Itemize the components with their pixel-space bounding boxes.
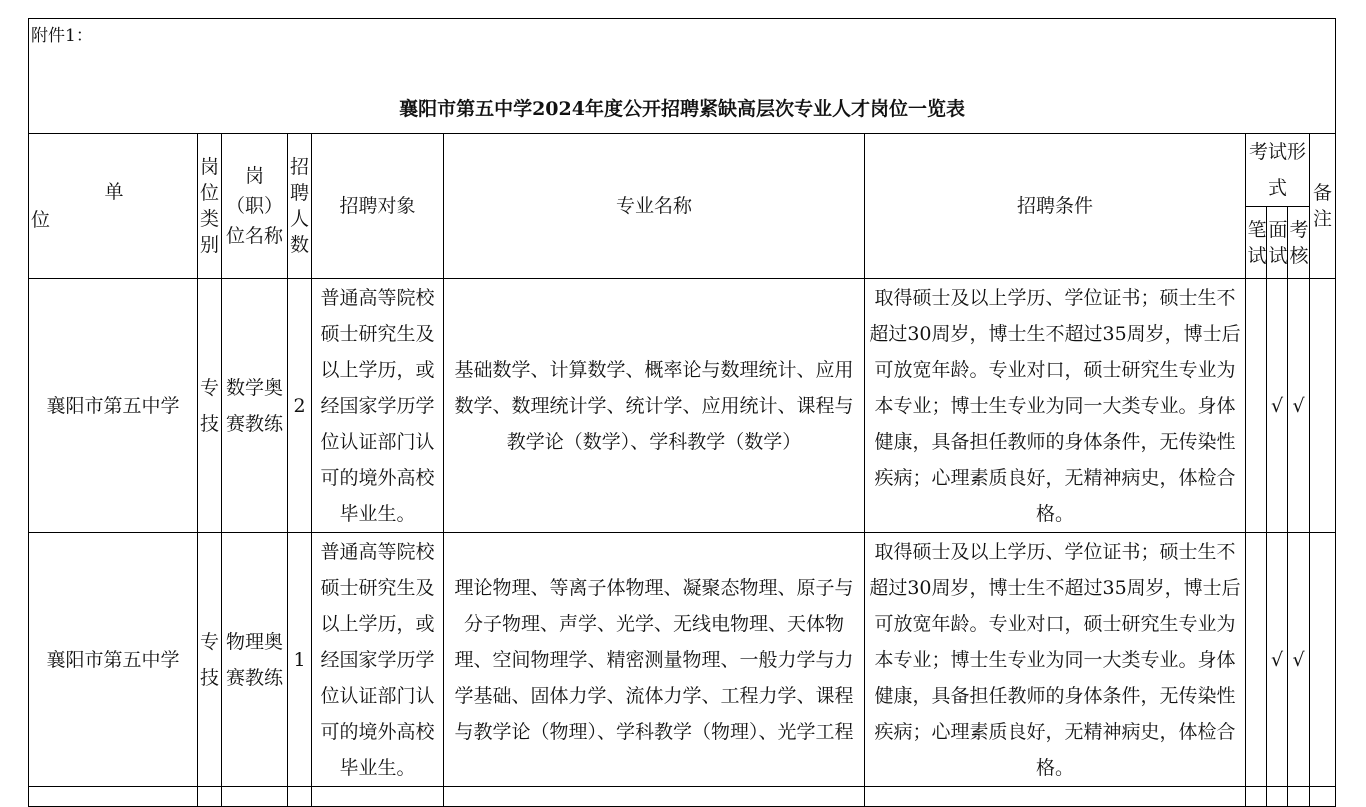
header-assessment-text: 考核 xyxy=(1289,218,1309,267)
cell-empty xyxy=(1246,787,1267,807)
header-target: 招聘对象 xyxy=(312,134,444,279)
table-row xyxy=(29,279,1336,533)
header-post-name-line3: 位名称 xyxy=(225,225,283,247)
cell-conditions: 取得硕士及以上学历、学位证书；硕士生不超过30周岁，博士生不超过35周岁，博士后可放宽年龄。专业对口，硕士研究生专业为本专业；博士生专业为同一大类专业。身体健康，具备担任教师的身体条件，无传染性疾病；心理素质良好，无精神病史，体检合格。 xyxy=(865,279,1246,533)
cell-written xyxy=(1246,279,1267,533)
table-title: 襄阳市第五中学2024年度公开招聘紧缺高层次专业人才岗位一览表 xyxy=(399,98,965,120)
header-conditions: 招聘条件 xyxy=(865,134,1246,279)
cell-post-type xyxy=(198,533,222,787)
cell-empty xyxy=(312,787,444,807)
header-remarks-text: 备注 xyxy=(1313,182,1333,230)
header-post-type xyxy=(198,134,222,279)
cell-written xyxy=(1246,533,1267,787)
header-written xyxy=(1246,207,1267,279)
header-unit-line2: 位 xyxy=(31,209,51,231)
header-unit-line1: 单 xyxy=(104,181,124,203)
cell-empty xyxy=(444,787,865,807)
cell-interview: √ xyxy=(1267,279,1288,533)
cell-empty xyxy=(288,787,312,807)
cell-interview: √ xyxy=(1267,533,1288,787)
cell-remarks xyxy=(1310,533,1336,787)
header-post-name-line2: （职） xyxy=(225,195,283,217)
header-written-text: 笔试 xyxy=(1247,218,1267,267)
cell-post-name: 物理奥赛教练 xyxy=(222,533,288,787)
cell-assessment: √ xyxy=(1288,533,1310,787)
cell-target: 普通高等院校硕士研究生及以上学历，或经国家学历学位认证部门认可的境外高校毕业生。 xyxy=(312,533,444,787)
cell-unit: 襄阳市第五中学 xyxy=(29,533,198,787)
header-post-name-line1: 岗 xyxy=(244,165,264,187)
cell-post-type-text: 专技 xyxy=(199,376,219,435)
header-remarks xyxy=(1310,134,1336,279)
header-interview-text: 面试 xyxy=(1268,218,1288,267)
cell-count: 2 xyxy=(288,279,312,533)
cell-major: 基础数学、计算数学、概率论与数理统计、应用数学、数理统计学、统计学、应用统计、课程与教学论（数学）、学科教学（数学） xyxy=(444,279,865,533)
header-major: 专业名称 xyxy=(444,134,865,279)
header-post-type-text: 岗位类别 xyxy=(199,156,219,256)
cell-empty xyxy=(198,787,222,807)
cell-empty xyxy=(222,787,288,807)
attachment-label: 附件1： xyxy=(31,26,93,46)
cell-post-type-text: 专技 xyxy=(199,630,219,689)
table-row xyxy=(29,787,1336,807)
cell-empty xyxy=(1310,787,1336,807)
cell-assessment: √ xyxy=(1288,279,1310,533)
cell-post-type xyxy=(198,279,222,533)
header-interview xyxy=(1267,207,1288,279)
cell-remarks xyxy=(1310,279,1336,533)
cell-empty xyxy=(865,787,1246,807)
cell-unit: 襄阳市第五中学 xyxy=(29,279,198,533)
header-unit xyxy=(29,134,198,279)
header-count-text: 招聘人数 xyxy=(289,156,309,256)
header-count xyxy=(288,134,312,279)
cell-empty xyxy=(1267,787,1288,807)
cell-count: 1 xyxy=(288,533,312,787)
cell-empty xyxy=(1288,787,1310,807)
cell-major: 理论物理、等离子体物理、凝聚态物理、原子与分子物理、声学、光学、无线电物理、天体物理、空间物理学、精密测量物理、一般力学与力学基础、固体力学、流体力学、工程力学、课程与教学论（物理）、学科教学（物理）、光学工程 xyxy=(444,533,865,787)
header-assessment xyxy=(1288,207,1310,279)
header-exam-form: 考试形式 xyxy=(1246,134,1310,207)
cell-empty xyxy=(29,787,198,807)
cell-target: 普通高等院校硕士研究生及以上学历，或经国家学历学位认证部门认可的境外高校毕业生。 xyxy=(312,279,444,533)
title-cell xyxy=(29,19,1336,134)
cell-post-name: 数学奥赛教练 xyxy=(222,279,288,533)
recruitment-table xyxy=(28,18,1336,807)
table-row xyxy=(29,533,1336,787)
cell-conditions: 取得硕士及以上学历、学位证书；硕士生不超过30周岁，博士生不超过35周岁，博士后可放宽年龄。专业对口，硕士研究生专业为本专业；博士生专业为同一大类专业。身体健康，具备担任教师的身体条件，无传染性疾病；心理素质良好，无精神病史，体检合格。 xyxy=(865,533,1246,787)
header-post-name xyxy=(222,134,288,279)
